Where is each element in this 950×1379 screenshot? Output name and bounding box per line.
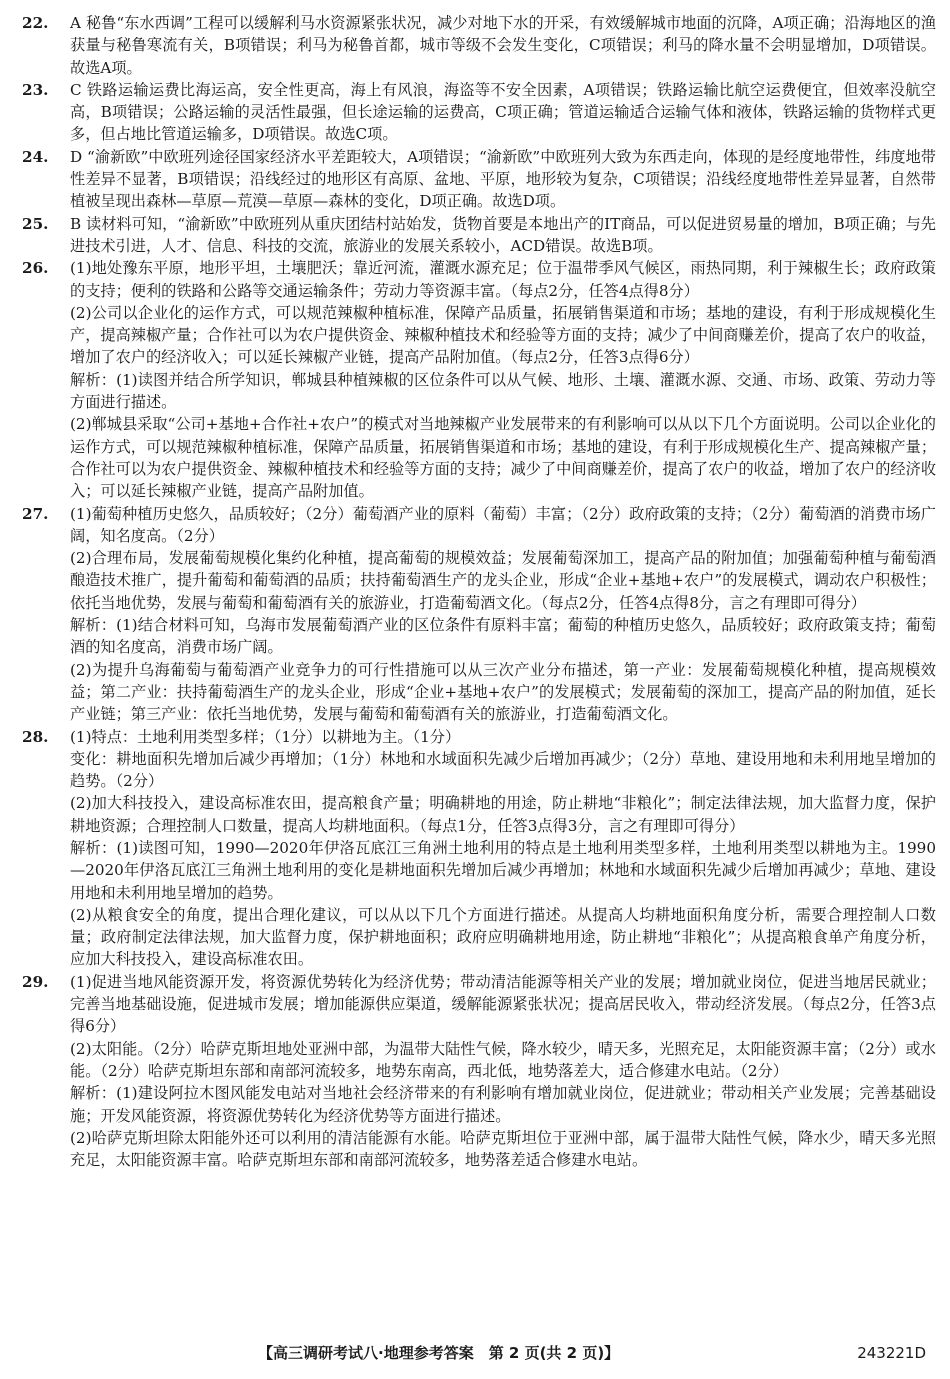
- answer-27: [22, 503, 936, 726]
- answer-26: [22, 257, 936, 502]
- answer-part-2: (2)合理布局，发展葡萄规模化集约化种植，提高葡萄的规模效益；发展葡萄深加工，提高产品的附加值；加强葡萄种植与葡萄酒酿造技术推广，提升葡萄和葡萄酒的品质；扶持葡萄酒生产的龙头企业，形成“企业+基地+农户”的发展模式，调动农户积极性；依托当地优势，发展与葡萄和葡萄酒有关的旅游业，打造葡萄酒文化。（每点2分，任答4点得8分，言之有理即可得分）: [70, 549, 936, 612]
- question-number: 25.: [22, 214, 49, 233]
- answer-part-1: (1)葡萄种植历史悠久，品质较好；（2分）葡萄酒产业的原料（葡萄）丰富；（2分）政府政策的支持；（2分）葡萄酒的消费市场广阔，知名度高。（2分）: [70, 504, 936, 545]
- answer-part-1: (1)地处豫东平原，地形平坦，土壤肥沃；靠近河流，灌溉水源充足；位于温带季风气候区，雨热同期，利于辣椒生长；政府政策的支持；便利的铁路和公路等交通运输条件；劳动力等资源丰富。（每点2分，任答4点得8分）: [70, 259, 936, 300]
- footer-title: 【高三调研考试八·地理参考答案 第 2 页(共 2 页)】: [258, 1344, 620, 1362]
- answer-text: A 秘鲁“东水西调”工程可以缓解利马水资源紧张状况，减少对地下水的开采，有效缓解城市地面的沉降，A项正确；沿海地区的渔获量与秘鲁寒流有关，B项错误；利马为秘鲁首都，城市等级不会发生变化，C项错误；利马的降水量不会明显增加，D项错误。故选A项。: [70, 14, 936, 77]
- analysis-part-2: (2)郸城县采取“公司+基地+合作社+农户”的模式对当地辣椒产业发展带来的有利影响可以从以下几个方面说明。公司以企业化的运作方式，可以规范辣椒种植标准，保障产品质量，拓展销售渠道和市场；基地的建设，有利于形成规模化生产、提高辣椒产量；合作社可以为农户提供资金、辣椒种植技术和经验等方面的支持；减少了中间商赚差价，提高了农户的收益，增加了农户的经济收入；可以延长辣椒产业链，提高产品附加值。: [70, 415, 936, 501]
- question-number: 24.: [22, 147, 49, 166]
- exam-code: 243221D: [857, 1344, 926, 1362]
- answer-29: [22, 971, 936, 1172]
- answer-22: [22, 12, 936, 79]
- answer-28: [22, 726, 936, 971]
- analysis-part-2: (2)为提升乌海葡萄与葡萄酒产业竞争力的可行性措施可以从三次产业分布描述，第一产业：发展葡萄规模化种植，提高规模效益；第二产业：扶持葡萄酒生产的龙头企业，形成“企业+基地+农户”的发展模式；发展葡萄的深加工，提高产品的附加值，延长产业链；第三产业：依托当地优势，发展与葡萄和葡萄酒有关的旅游业，打造葡萄酒文化。: [70, 660, 936, 724]
- question-number: 28.: [22, 727, 49, 746]
- analysis-part-2: (2)哈萨克斯坦除太阳能外还可以利用的清洁能源有水能。哈萨克斯坦位于亚洲中部，属于温带大陆性气候，降水少，晴天多光照充足，太阳能资源丰富。哈萨克斯坦东部和南部河流较多，地势落差适合修建水电站。: [70, 1128, 936, 1170]
- answer-text: C 铁路运输运费比海运高，安全性更高，海上有风浪，海盗等不安全因素，A项错误；铁路运输比航空运费便宜，但效率没航空高，B项错误；公路运输的灵活性最强，但长途运输的运费高，C项正确；管道运输适合运输气体和液体，铁路运输的货物样式更多，但占地比管道运输多，D项错误。故选C项。: [70, 80, 936, 144]
- analysis-part-2: (2)从粮食安全的角度，提出合理化建议，可以从以下几个方面进行描述。从提高人均耕地面积角度分析，需要合理控制人口数量；政府制定法律法规，加大监督力度，保护耕地面积；政府应明确耕地用途，防止耕地“非粮化”；从提高粮食单产角度分析，应加大科技投入，建设高标准农田。: [70, 905, 936, 969]
- analysis-part-1: 解析：(1)读图并结合所学知识，郸城县种植辣椒的区位条件可以从气候、地形、土壤、灌溉水源、交通、市场、政策、劳动力等方面进行描述。: [70, 370, 936, 412]
- question-number: 26.: [22, 259, 49, 278]
- analysis-part-1: 解析：(1)建设阿拉木图风能发电站对当地社会经济带来的有利影响有增加就业岗位，促进就业；带动相关产业发展；完善基础设施；开发风能资源，将资源优势转化为经济优势等方面进行描述。: [70, 1084, 936, 1125]
- answer-part-1-features: (1)特点：土地利用类型多样；（1分）以耕地为主。（1分）: [70, 727, 461, 746]
- answer-part-1-changes: 变化：耕地面积先增加后减少再增加；（1分）林地和水域面积先减少后增加再减少；（2分）草地、建设用地和未利用地呈增加的趋势。（2分）: [70, 749, 936, 791]
- question-number: 29.: [22, 972, 49, 991]
- answer-part-2: (2)公司以企业化的运作方式，可以规范辣椒种植标准，保障产品质量，拓展销售渠道和市场；基地的建设，有利于形成规模化生产，提高辣椒产量；合作社可以为农户提供资金、辣椒种植技术和经验等方面的支持；减少了中间商赚差价，提高了农户的收益，增加了农户的经济收入；可以延长辣椒产业链，提高产品附加值。（每点2分，任答3点得6分）: [70, 303, 936, 367]
- answer-text: B 读材料可知，“渝新欧”中欧班列从重庆团结村站始发，货物首要是本地出产的IT商品，可以促进贸易量的增加，B项正确；与先进技术引进，人才、信息、科技的交流，旅游业的发展关系较小，ACD错误。故选B项。: [70, 214, 936, 255]
- answer-23: [22, 79, 936, 146]
- answer-part-2: (2)加大科技投入，建设高标准农田，提高粮食产量；明确耕地的用途，防止耕地“非粮化”；制定法律法规，加大监督力度，保护耕地资源；合理控制人口数量，提高人均耕地面积。（每点1分，任答3点得3分，言之有理即可得分）: [70, 794, 936, 835]
- answer-part-2: (2)太阳能。（2分）哈萨克斯坦地处亚洲中部，为温带大陆性气候，降水较少，晴天多，光照充足，太阳能资源丰富；（2分）或水能。（2分）哈萨克斯坦东部和南部河流较多，地势东南高，西北低，地势落差大，适合修建水电站。（2分）: [70, 1039, 936, 1080]
- question-number: 22.: [22, 14, 49, 32]
- answer-25: [22, 213, 936, 258]
- answer-24: [22, 146, 936, 213]
- analysis-part-1: 解析：(1)读图可知，1990—2020年伊洛瓦底江三角洲土地利用的特点是土地利用类型多样，土地利用类型以耕地为主。1990—2020年伊洛瓦底江三角洲土地利用的变化是耕地面积先增加后减少再增加；林地和水域面积先减少后增加再减少；草地、建设用地和未利用地呈增加的趋势。: [70, 838, 936, 902]
- question-number: 23.: [22, 80, 49, 99]
- analysis-part-1: 解析：(1)结合材料可知，乌海市发展葡萄酒产业的区位条件有原料丰富；葡萄的种植历史悠久，品质较好；政府政策支持；葡萄酒的知名度高，消费市场广阔。: [70, 616, 936, 657]
- answer-part-1: (1)促进当地风能资源开发，将资源优势转化为经济优势；带动清洁能源等相关产业的发展；增加就业岗位，促进当地居民就业；完善当地基础设施，促进城市发展；增加能源供应渠道，缓解能源紧张状况；提高居民收入，带动经济发展。（每点2分，任答3点得6分）: [70, 972, 936, 1036]
- question-number: 27.: [22, 504, 49, 523]
- answer-text: D “渝新欧”中欧班列途径国家经济水平差距较大，A项错误；“渝新欧”中欧班列大致为东西走向，体现的是经度地带性，纬度地带性差异不显著，B项错误；沿线经过的地形区有高原、盆地、平原，地形较为复杂，C项错误；沿线经度地带性差异显著，自然带植被呈现出森林—草原—荒漠—草原—森林的变化，D项正确。故选D项。: [70, 147, 936, 211]
